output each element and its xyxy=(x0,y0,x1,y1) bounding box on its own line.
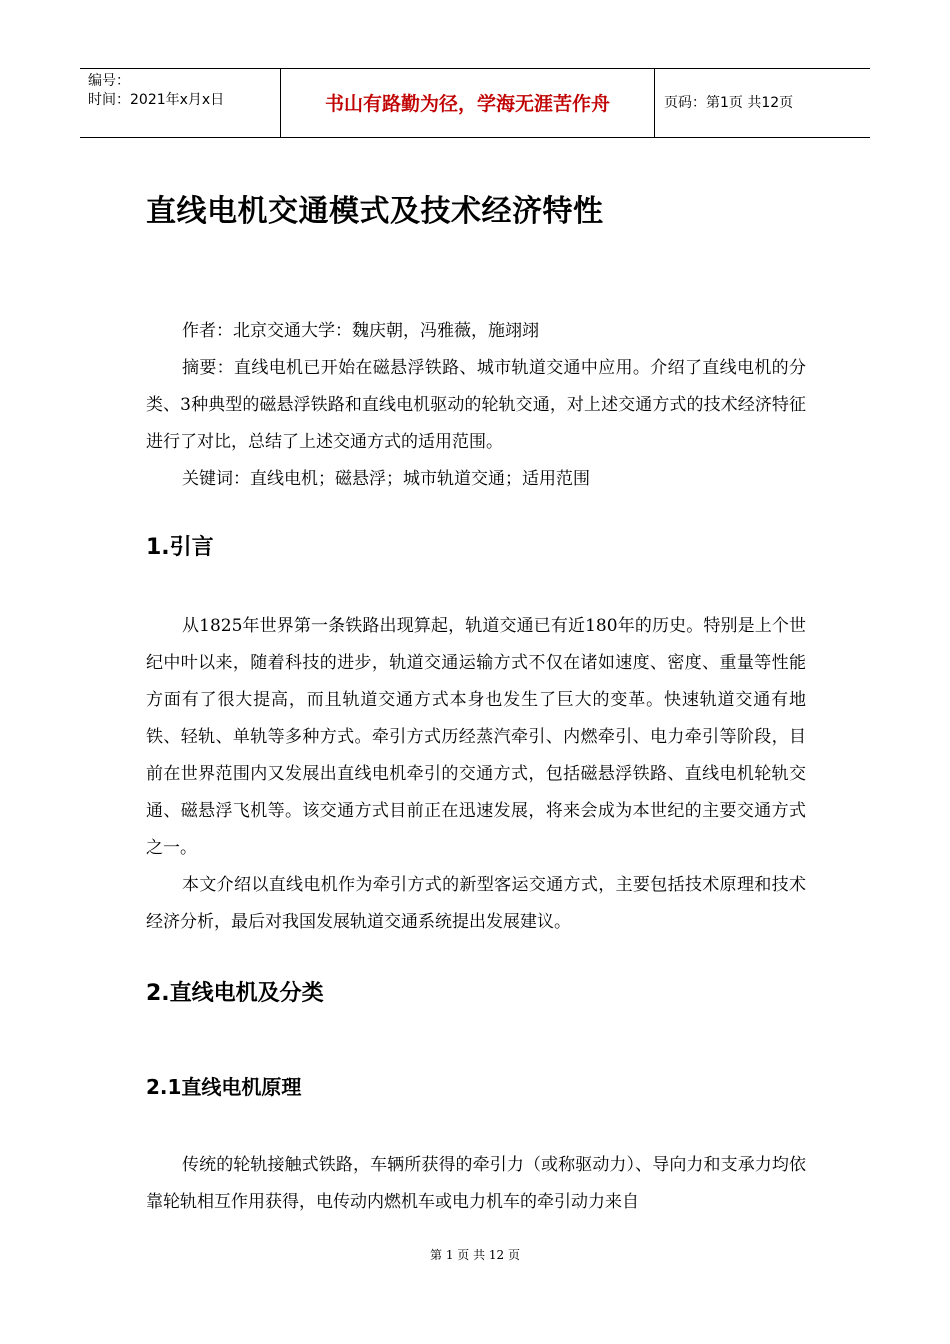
time-label: 时间：2021年x月x日 xyxy=(88,92,225,108)
subsection-heading-principle: 2.1直线电机原理 xyxy=(146,1075,302,1099)
header-page-cell xyxy=(654,69,870,137)
introduction-body xyxy=(146,608,806,941)
author-line: 作者：北京交通大学：魏庆朝，冯雅薇，施翊翊 xyxy=(182,321,539,341)
section-heading-linear-motor: 2.直线电机及分类 xyxy=(146,981,324,1006)
number-label: 编号： xyxy=(88,73,130,89)
header-info-cell xyxy=(80,69,280,137)
front-matter xyxy=(146,313,806,498)
keywords: 关键词：直线电机；磁悬浮；城市轨道交通；适用范围 xyxy=(182,469,590,489)
page-title: 直线电机交通模式及技术经济特性 xyxy=(146,194,604,229)
abstract: 摘要：直线电机已开始在磁悬浮铁路、城市轨道交通中应用。介绍了直线电机的分类、3种典型的磁悬浮铁路和直线电机驱动的轮轨交通，对上述交通方式的技术经济特征进行了对比，总结了上述交通方式的适用范围。 xyxy=(146,358,806,452)
section-heading-introduction: 1.引言 xyxy=(146,535,214,560)
principle-paragraph-1: 传统的轮轨接触式铁路，车辆所获得的牵引力（或称驱动力）、导向力和支承力均依靠轮轨相互作用获得，电传动内燃机车或电力机车的牵引动力来自 xyxy=(146,1155,806,1212)
introduction-paragraph-1: 从1825年世界第一条铁路出现算起，轨道交通已有近180年的历史。特别是上个世纪中叶以来，随着科技的进步，轨道交通运输方式不仅在诸如速度、密度、重量等性能方面有了很大提高，而且轨道交通方式本身也发生了巨大的变革。快速轨道交通有地铁、轻轨、单轨等多种方式。牵引方式历经蒸汽牵引、内燃牵引、电力牵引等阶段，目前在世界范围内又发展出直线电机牵引的交通方式，包括磁悬浮铁路、直线电机轮轨交通、磁悬浮飞机等。该交通方式目前正在迅速发展，将来会成为本世纪的主要交通方式之一。 xyxy=(146,616,806,858)
header-motto-cell xyxy=(280,69,655,137)
principle-body xyxy=(146,1147,806,1221)
motto: 书山有路勤为径，学海无涯苦作舟 xyxy=(324,93,610,115)
document-header xyxy=(80,68,870,138)
introduction-paragraph-2: 本文介绍以直线电机作为牵引方式的新型客运交通方式，主要包括技术原理和技术经济分析，最后对我国发展轨道交通系统提出发展建议。 xyxy=(146,875,806,932)
page-footer: 第 1 页 共 12 页 xyxy=(430,1248,520,1262)
page-code: 页码：第1页 共12页 xyxy=(664,95,794,111)
